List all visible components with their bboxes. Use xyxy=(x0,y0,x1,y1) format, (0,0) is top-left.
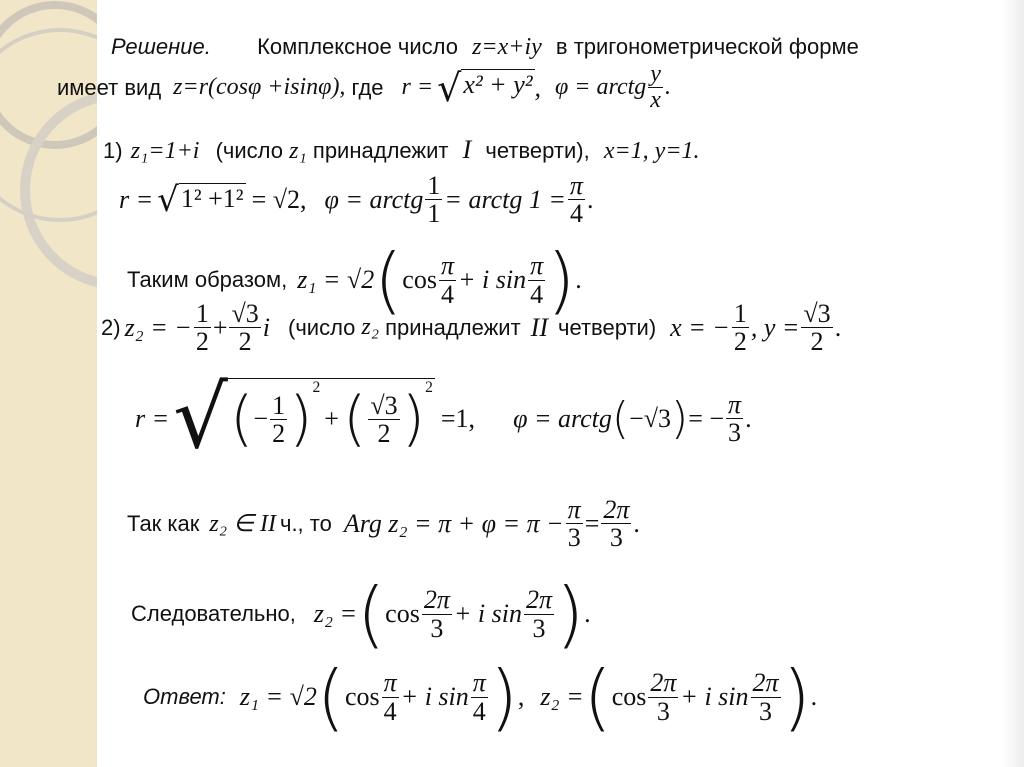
dot: . xyxy=(586,184,594,214)
y-over-x xyxy=(648,62,663,113)
plus-i-sin: + i sin xyxy=(453,599,522,628)
plus-i-sin: + i sin xyxy=(400,682,469,711)
frac-4: 4 xyxy=(530,279,544,309)
xy-values: x=1, y=1. xyxy=(603,138,700,164)
intro-tail: в тригонометрической форме xyxy=(555,34,859,59)
z1-equals: z₁ = √2 xyxy=(297,265,375,294)
frac-sqrt3: √3 xyxy=(231,299,259,328)
answer-line xyxy=(143,655,817,739)
frac-2: 2 xyxy=(733,327,747,357)
plus-i-sin: + i sin xyxy=(458,265,527,294)
paren-left: ( xyxy=(374,238,403,322)
frac-pi: π xyxy=(569,171,583,200)
r-equals: r = xyxy=(401,74,434,101)
part2-label: 2) xyxy=(101,314,121,340)
z2-equals: z₂ = − xyxy=(124,312,192,342)
phi2-argument: −√3 xyxy=(629,403,672,433)
frac-pi: π xyxy=(383,668,397,698)
paren-right: ) xyxy=(556,572,585,656)
part4-line xyxy=(131,572,591,656)
trig-form-formula: z=r(cosφ +isinφ), xyxy=(173,74,346,101)
sqrt3-over-2 xyxy=(801,300,832,356)
part1-line xyxy=(103,135,700,165)
part2-paren-close: четверти) xyxy=(558,314,657,340)
r-radicand: x² + y² xyxy=(461,69,534,107)
two-pi-over-3 xyxy=(648,669,678,725)
r2-result: =1, xyxy=(440,403,476,433)
frac-2: 2 xyxy=(195,327,209,357)
quarter-I: I xyxy=(462,135,472,164)
exponent-2: 2 xyxy=(425,379,433,396)
paren-left: ( xyxy=(583,655,612,739)
part1-paren-close: четверти), xyxy=(485,138,590,163)
r1-radicand: 1² +1² xyxy=(179,183,246,217)
r2-radicand: ( − $\frac{1}{2}$ ) $^2$ + ( $\frac{√3}{2}$ ) $^2$ xyxy=(228,378,435,460)
r-sqrt: √ x² + y² xyxy=(437,65,533,110)
part1-r-phi xyxy=(119,172,593,228)
answer-z1-equals: z₁ = √2 xyxy=(239,682,317,711)
sqrt3-over-2 xyxy=(229,300,260,356)
two-pi-over-3 xyxy=(751,669,781,725)
two-pi-over-3 xyxy=(524,586,554,642)
dot: . xyxy=(633,508,640,538)
frac-3: 3 xyxy=(567,523,581,553)
dot: . xyxy=(834,312,842,342)
dot: . xyxy=(575,265,582,294)
frac-2pi: 2π xyxy=(752,668,779,698)
therefore-text: Следовательно, xyxy=(131,601,296,626)
pi-over-4 xyxy=(568,172,585,228)
equals: = xyxy=(584,508,600,538)
pi-over-3 xyxy=(566,496,583,552)
intro-form-text: имеет вид xyxy=(57,74,162,100)
frac-3: 3 xyxy=(430,613,444,643)
plus-i-sin: + i sin xyxy=(680,682,749,711)
z2-in-II: z₂ ∈ II xyxy=(209,511,276,538)
frac-1: 1 xyxy=(195,299,209,328)
z1-symbol: z₁ xyxy=(289,138,307,164)
frac-2pi: 2π xyxy=(526,585,553,615)
two-pi-over-3 xyxy=(601,496,631,552)
intro-line-2 xyxy=(57,62,671,113)
part3-line xyxy=(127,496,640,552)
where-word: где xyxy=(351,74,384,100)
frac-pi: π xyxy=(472,668,486,698)
intro-formula: z=x+iy xyxy=(472,34,542,60)
r1-sqrt: √ 1² +1² xyxy=(157,179,244,220)
belongs-word: принадлежит xyxy=(385,314,521,340)
phi2-result: = − xyxy=(688,403,725,433)
frac-1: 1 xyxy=(272,390,286,420)
r-equals-1: r = xyxy=(119,184,154,214)
intro-text: Комплексное число xyxy=(257,34,458,59)
phi2-equals: φ = arctg xyxy=(513,403,612,433)
since-text: Так как xyxy=(127,510,200,536)
frac-3: 3 xyxy=(656,696,670,726)
frac-3: 3 xyxy=(532,613,546,643)
part1-paren-open: (число xyxy=(215,138,283,163)
frac-2pi: 2π xyxy=(603,495,630,524)
arg-formula: Arg z₂ = π + φ = π − xyxy=(343,508,564,538)
cos: cos xyxy=(402,265,437,294)
pi-over-3 xyxy=(726,391,743,447)
dot: . xyxy=(664,74,671,101)
slide-right-shadow xyxy=(1002,0,1024,767)
one-over-one xyxy=(425,172,442,228)
cos: cos xyxy=(611,682,647,711)
arctg-one: = arctg 1 = xyxy=(444,184,566,214)
comma: , xyxy=(517,682,525,711)
frac-3: 3 xyxy=(728,418,742,448)
answer-label: Ответ: xyxy=(143,684,226,709)
part2-paren-open: (число xyxy=(288,314,356,340)
belongs-word: принадлежит xyxy=(312,138,449,163)
paren-left: ( xyxy=(357,572,386,656)
solution-word: Решение. xyxy=(111,34,211,59)
z2-equals: z₂ = xyxy=(313,599,358,628)
dot: . xyxy=(584,599,591,628)
frac-2: 2 xyxy=(238,327,252,357)
intro-line-1 xyxy=(111,34,859,61)
one-over-two xyxy=(732,300,749,356)
imag-unit: i xyxy=(262,312,270,342)
r-equals-2: r = xyxy=(135,403,170,433)
one-over-two xyxy=(194,300,211,356)
r2-sqrt: √ ( − $\frac{1}{2}$ ) $^2$ + ( $\frac{√3}{2}$ ) $^2$ xyxy=(173,368,433,468)
y-equals: , y = xyxy=(750,312,800,342)
frac-pi: π xyxy=(530,251,544,281)
frac-pi: π xyxy=(440,251,454,281)
frac-1: 1 xyxy=(733,299,747,328)
slide xyxy=(57,0,1024,767)
paren-right: ) xyxy=(782,655,811,739)
plus: + xyxy=(212,312,228,342)
frac-x: x xyxy=(650,87,661,114)
part2-line xyxy=(101,300,841,356)
two-pi-over-3 xyxy=(422,586,452,642)
frac-4: 4 xyxy=(472,696,486,726)
comma: , xyxy=(534,72,542,102)
pi-over-4 xyxy=(471,669,488,725)
frac-sqrt3: √3 xyxy=(370,390,398,420)
frac-4: 4 xyxy=(383,696,397,726)
dot: . xyxy=(745,403,752,433)
frac-3: 3 xyxy=(609,523,623,553)
frac-pi: π xyxy=(567,495,581,524)
phi-equals: φ = arctg xyxy=(555,74,647,101)
frac-2pi: 2π xyxy=(423,585,450,615)
answer-z2-equals: z₂ = xyxy=(540,682,584,711)
frac-pi: π xyxy=(728,390,742,420)
cos: cos xyxy=(385,599,420,628)
part2-r-phi: r = √ ( − $\frac{1}{2}$ ) $^2$ + ( $\frac{√3}{2}$ ) $^2$ =1, φ = arctg ( −√3 ) = − $\frac{\pi}{3}$ . xyxy=(135,368,752,468)
frac-sqrt3: √3 xyxy=(803,299,831,328)
z1-formula: z₁=1+i xyxy=(130,138,200,164)
thus-text: Таким образом, xyxy=(127,267,288,292)
frac-3: 3 xyxy=(759,696,773,726)
pi-over-4 xyxy=(382,669,399,725)
quarter-II: II xyxy=(530,312,548,342)
frac-4: 4 xyxy=(440,279,454,309)
dot: . xyxy=(810,682,818,711)
plus: + xyxy=(324,404,339,434)
paren-right: ) xyxy=(547,238,576,322)
phi1-equals: φ = arctg xyxy=(324,184,424,214)
frac-2pi: 2π xyxy=(650,668,677,698)
frac-4: 4 xyxy=(569,199,583,229)
part1-label: 1) xyxy=(103,138,123,163)
r1-result: = √2, xyxy=(251,184,307,214)
x-equals: x = − xyxy=(670,312,730,342)
frac-den-1: 1 xyxy=(427,199,441,229)
frac-2: 2 xyxy=(810,327,824,357)
exponent-2: 2 xyxy=(312,379,321,396)
paren-left: ( xyxy=(316,655,345,739)
paren-right: ) xyxy=(489,655,518,739)
frac-y: y xyxy=(650,61,661,87)
quarter-then: ч., то xyxy=(279,510,332,536)
z2-symbol: z₂ xyxy=(361,314,380,341)
frac-2: 2 xyxy=(272,418,286,448)
frac-2: 2 xyxy=(377,418,391,448)
frac-num-1: 1 xyxy=(427,171,441,200)
cos: cos xyxy=(344,682,380,711)
